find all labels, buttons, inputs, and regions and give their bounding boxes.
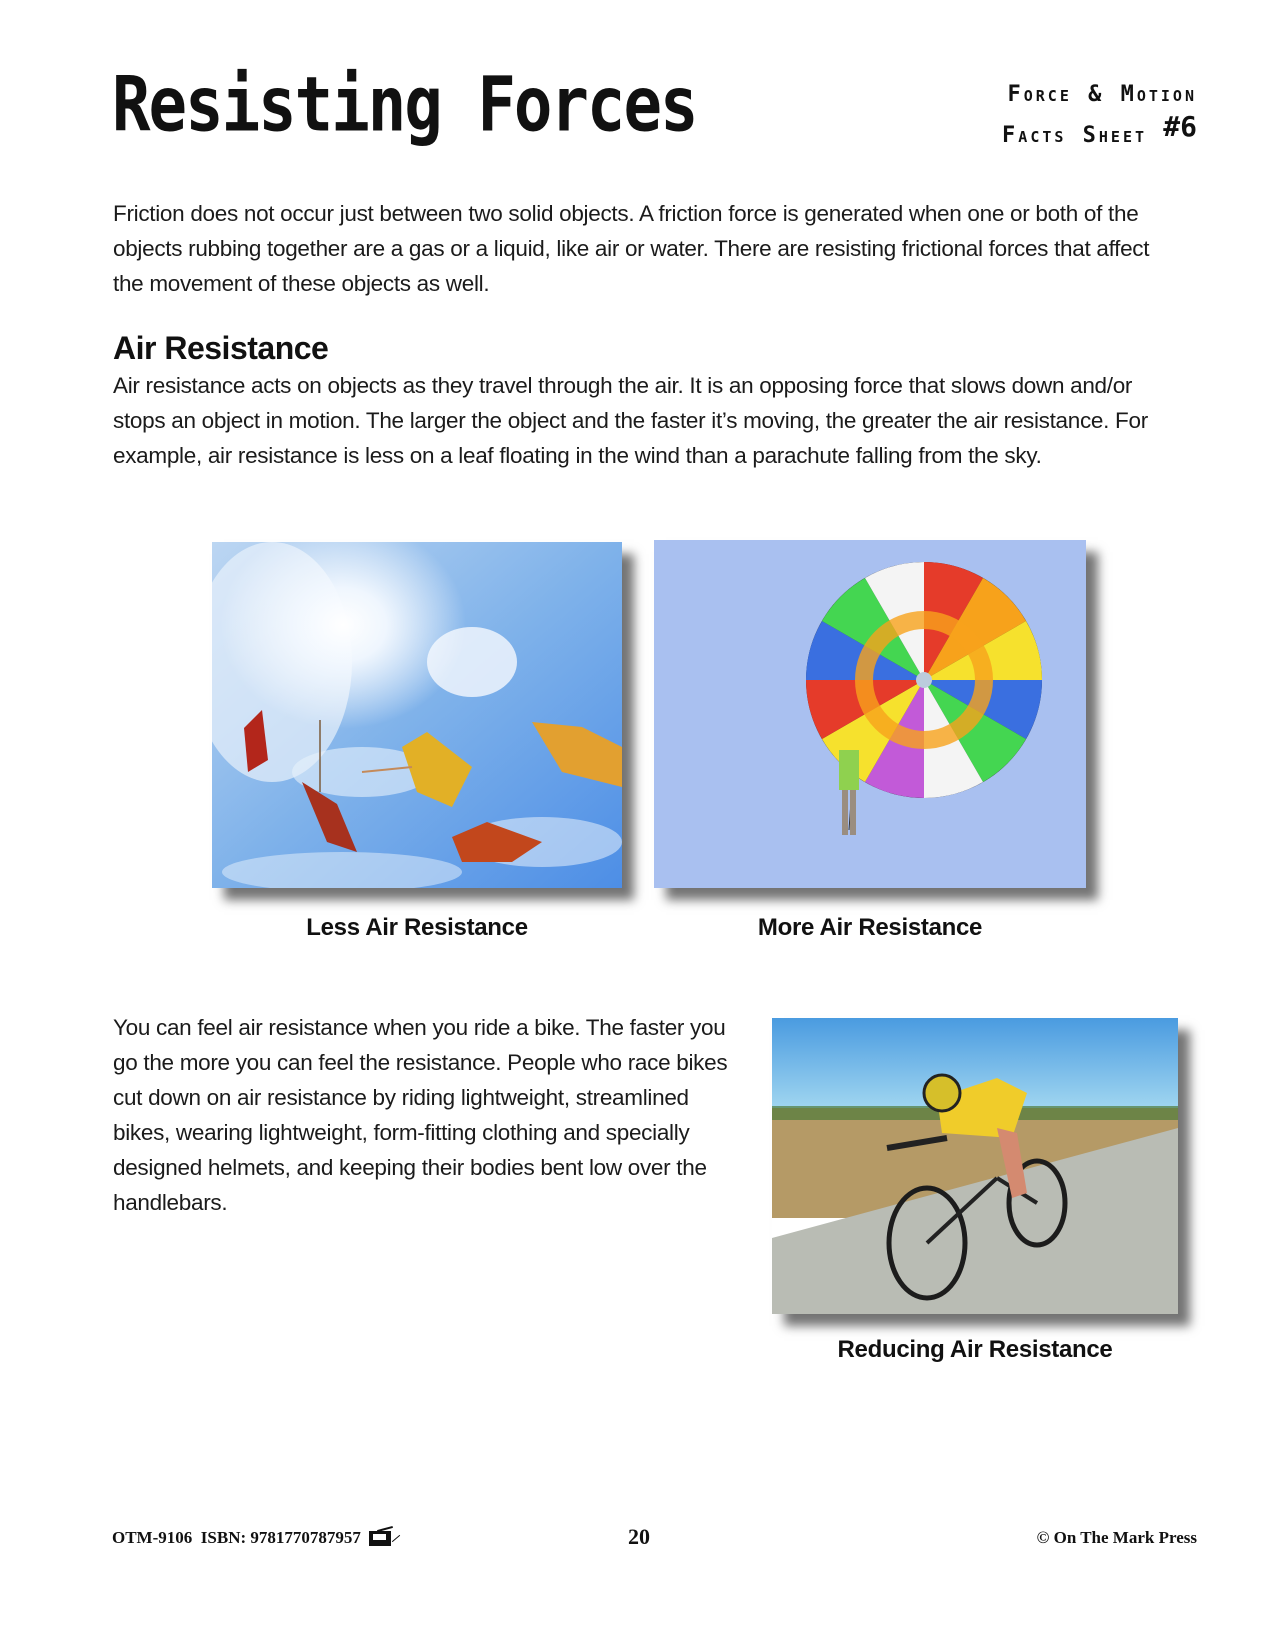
leaves-photo <box>212 542 622 888</box>
page-number: 20 <box>628 1524 650 1549</box>
product-code: OTM-9106 <box>112 1528 193 1547</box>
series-line-1: Force & Motion <box>1007 82 1197 107</box>
caption-reducing-air-resistance: Reducing Air Resistance <box>837 1336 1113 1363</box>
caption-more-air-resistance: More Air Resistance <box>757 914 983 941</box>
isbn: ISBN: 9781770787957 <box>200 1528 361 1547</box>
air-resistance-paragraph: Air resistance acts on objects as they travel through the air. It is an opposing force that slows down and/or stops an object in motion. The larger the object and the faster it’s moving, the greater the air resistance. For example, air resistance is less on a leaf floating in the wind than a parachute falling from the sky. <box>113 373 1148 468</box>
sheet-number: #6 <box>1163 110 1197 143</box>
copyright: © On The Mark Press <box>1036 1528 1197 1547</box>
caption-less-air-resistance: Less Air Resistance <box>306 914 528 941</box>
bike-paragraph: You can feel air resistance when you ride a bike. The faster you go the more you can feel the resistance. People who race bikes cut down on air resistance by riding lightweight, streamlined bikes, wearing lightweight, form-fitting clothing and specially designed helmets, and keeping their bodies bent low over the handlebars. <box>113 1015 728 1215</box>
leaves-in-sky-image <box>212 542 622 888</box>
page-title: Resisting Forces <box>112 62 697 150</box>
section-heading-air-resistance: Air Resistance <box>113 330 329 366</box>
intro-paragraph: Friction does not occur just between two solid objects. A friction force is generated when one or both of the objects rubbing together are a gas or a liquid, like air or water. There are resisting frictional forces that affect the movement of these objects as well. <box>113 201 1150 296</box>
colorful-parachute-image <box>654 540 1086 888</box>
parachute-photo <box>654 540 1086 888</box>
cyclist-photo <box>772 1018 1178 1314</box>
cyclist-on-road-image <box>772 1018 1178 1314</box>
publisher-logo-icon <box>369 1528 401 1546</box>
series-line-2: Facts Sheet #6 <box>1002 110 1197 148</box>
series-label <box>1002 76 1197 155</box>
footer-left <box>112 1528 401 1548</box>
